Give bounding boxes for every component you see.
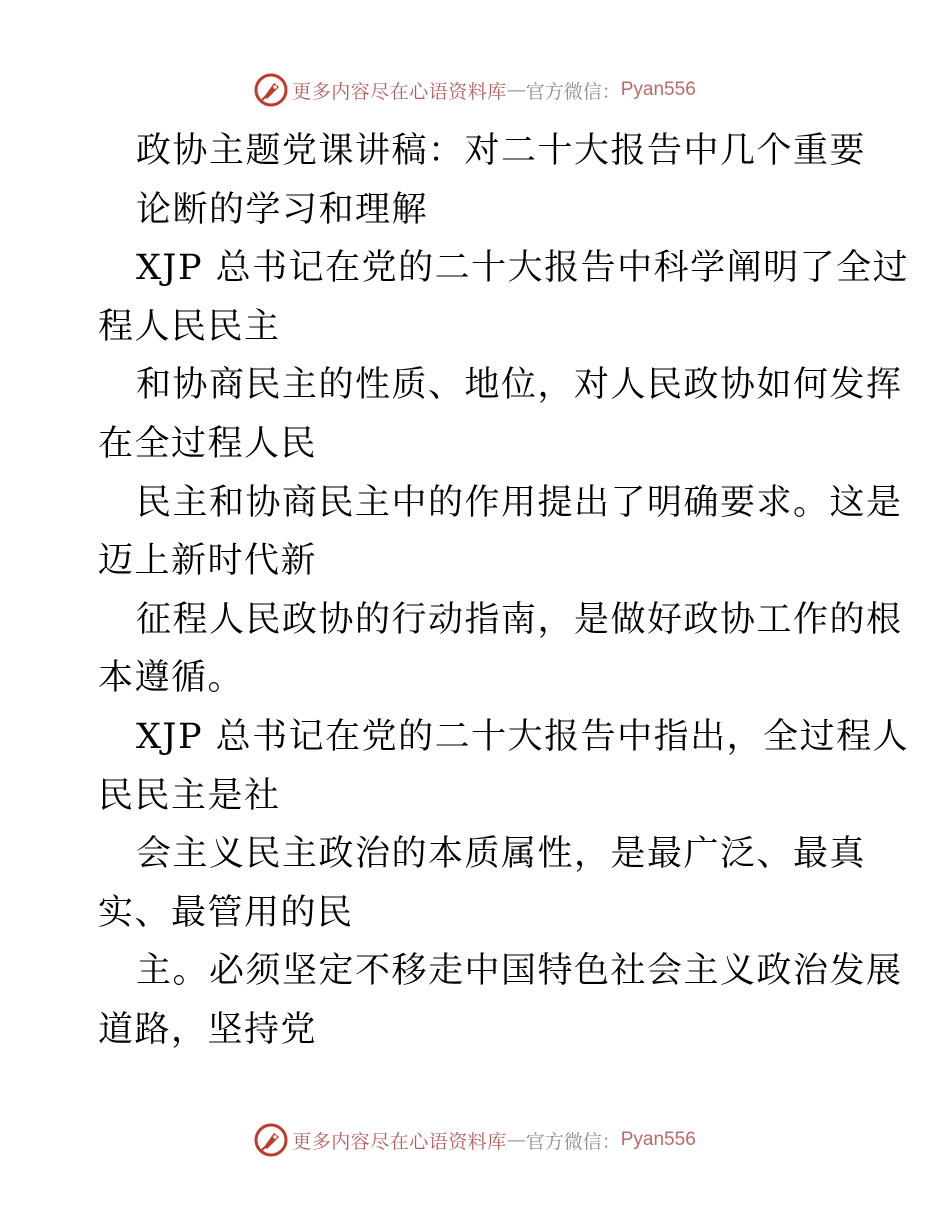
- text-line: XJP 总书记在党的二十大报告中指出，全过程人: [136, 716, 910, 757]
- banner-title: 更多内容尽在心语资料库: [292, 1130, 507, 1153]
- document-body: [98, 122, 910, 1060]
- pen-nib-logo-icon: [254, 73, 288, 107]
- text-line: 实、最管用的民: [98, 892, 354, 933]
- text-line: 程人民民主: [98, 306, 281, 347]
- text-line: 民民主是社: [98, 775, 281, 816]
- pen-nib-logo-icon: [254, 1123, 288, 1157]
- text-line: 民主和协商民主中的作用提出了明确要求。这是: [136, 482, 903, 523]
- text-line: 会主义民主政治的本质属性，是最广泛、最真: [136, 834, 867, 875]
- title-line-2: 论断的学习和理解: [136, 189, 429, 230]
- text-line: 本遵循。: [98, 658, 245, 699]
- title-line-1: 政协主题党课讲稿：对二十大报告中几个重要: [136, 131, 867, 171]
- banner-separator: —: [506, 1129, 526, 1151]
- text-line: 迈上新时代新: [98, 541, 318, 582]
- text-line: 在全过程人民: [98, 423, 318, 464]
- banner-title: 更多内容尽在心语资料库: [292, 80, 507, 103]
- banner-wechat-label: 官方微信：: [525, 80, 621, 103]
- banner-wechat-id: Pyan556: [620, 79, 696, 100]
- banner-separator: —: [506, 79, 526, 101]
- banner-wechat-label: 官方微信：: [525, 1130, 621, 1153]
- banner-wechat-id: Pyan556: [620, 1129, 696, 1150]
- text-line: 主。必须坚定不移走中国特色社会主义政治发展: [136, 951, 903, 992]
- header-banner: [0, 70, 950, 110]
- text-line: 和协商民主的性质、地位，对人民政协如何发挥: [136, 365, 903, 406]
- text-line: 征程人民政协的行动指南，是做好政协工作的根: [136, 599, 903, 640]
- text-line: 道路，坚持党: [98, 1009, 318, 1050]
- footer-banner: [0, 1120, 950, 1160]
- text-line: XJP 总书记在党的二十大报告中科学阐明了全过: [136, 248, 910, 289]
